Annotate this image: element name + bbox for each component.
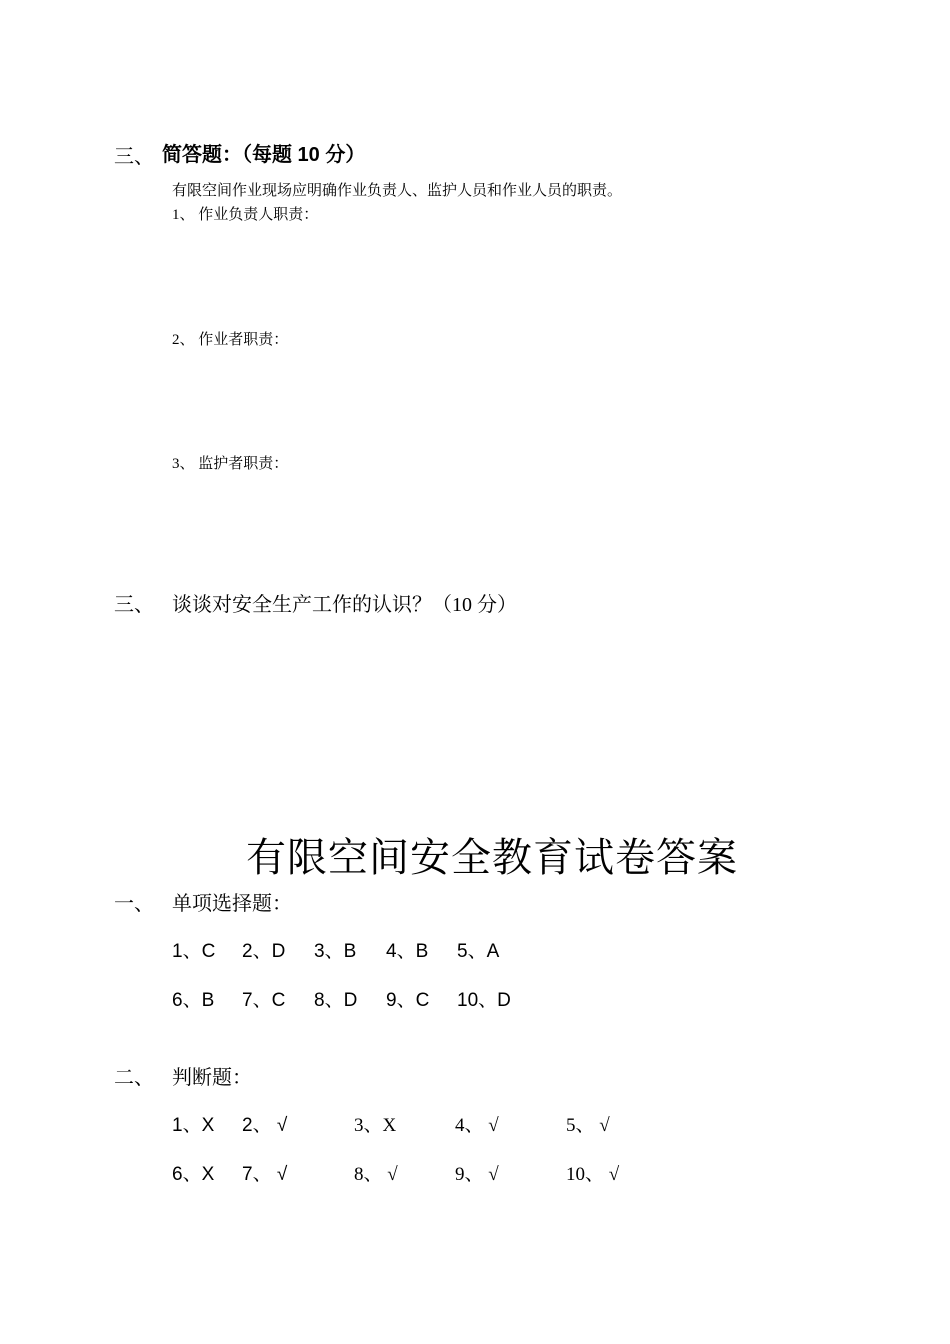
answer-item: 9、C [386, 990, 430, 1011]
answer-item: 8、 √ [354, 1164, 398, 1185]
answer-item: 7、C [242, 990, 286, 1011]
answers-title: 有限空间安全教育试卷答案 [246, 835, 738, 880]
answer-item: 1、C [172, 941, 216, 962]
answer-item: 10、 √ [566, 1164, 620, 1185]
answer-item: 2、 √ [242, 1115, 288, 1136]
section3-heading: 简答题：（每题 10 分） [162, 144, 366, 166]
answer-item: 4、B [386, 941, 429, 962]
answer-item: 3、X [354, 1115, 397, 1136]
answer-item: 4、 √ [455, 1115, 499, 1136]
section3-marker: 三、 [114, 146, 154, 168]
section3-item-3: 3、 监护者职责： [172, 456, 289, 472]
section3-item-2: 2、 作业者职责： [172, 332, 289, 348]
answer-item: 10、D [457, 990, 511, 1011]
section4-question: 谈谈对安全生产工作的认识？（10 分） [172, 594, 517, 616]
answer-item: 2、D [242, 941, 286, 962]
answer-item: 9、 √ [455, 1164, 499, 1185]
answer-item: 6、B [172, 990, 215, 1011]
single-choice-marker: 一、 [114, 893, 154, 915]
answer-item: 3、B [314, 941, 357, 962]
true-false-marker: 二、 [114, 1067, 154, 1089]
true-false-heading: 判断题： [172, 1067, 252, 1089]
section4-marker: 三、 [114, 594, 154, 616]
answer-item: 7、 √ [242, 1164, 288, 1185]
answer-item: 5、 √ [566, 1115, 610, 1136]
section3-intro: 有限空间作业现场应明确作业负责人、监护人员和作业人员的职责。 [172, 183, 623, 199]
answer-item: 6、X [172, 1164, 215, 1185]
answer-item: 8、D [314, 990, 358, 1011]
section3-item-1: 1、 作业负责人职责： [172, 207, 319, 223]
single-choice-heading: 单项选择题： [172, 893, 292, 915]
answer-item: 5、A [457, 941, 500, 962]
answer-item: 1、X [172, 1115, 215, 1136]
